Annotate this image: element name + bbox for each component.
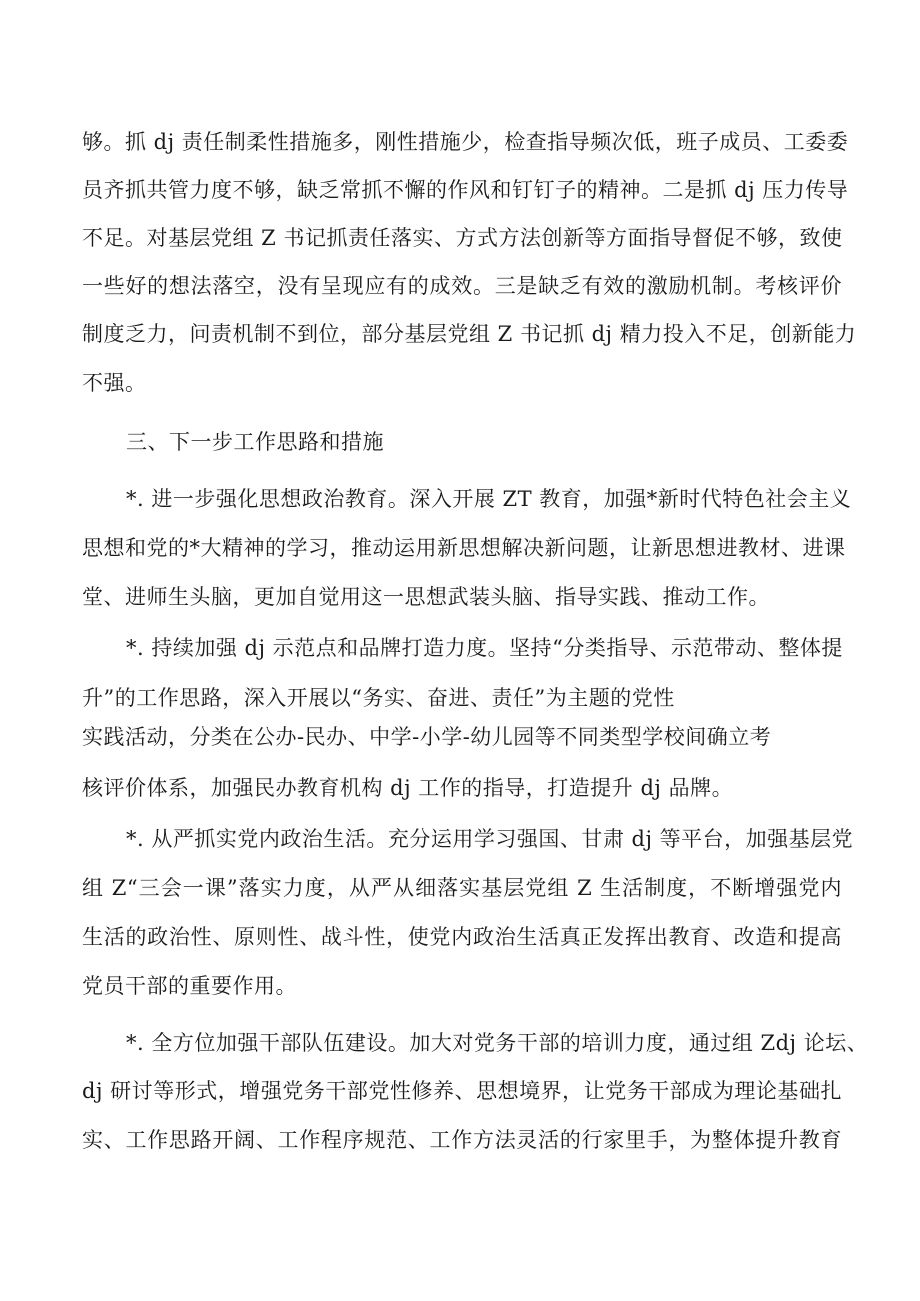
body-text-line: 员齐抓共管力度不够，缺乏常抓不懈的作风和钉钉子的精神。二是抓 dj 压力传导 bbox=[82, 178, 849, 202]
body-text-line: 实、工作思路开阔、工作程序规范、工作方法灵活的行家里手，为整体提升教育 bbox=[82, 1128, 842, 1152]
body-text-line: 一些好的想法落空，没有呈现应有的成效。三是缺乏有效的激励机制。考核评价 bbox=[82, 274, 842, 298]
body-text-line: *. 持续加强 dj 示范点和品牌打造力度。坚持“分类指导、示范带动、整体提 bbox=[126, 636, 843, 660]
body-text-line: 组 Z“三会一课”落实力度，从严从细落实基层党组 Z 生活制度，不断增强党内 bbox=[82, 876, 842, 900]
body-text-line: *. 进一步强化思想政治教育。深入开展 ZT 教育，加强*新时代特色社会主义 bbox=[126, 487, 852, 511]
body-text-line: 实践活动，分类在公办-民办、中学-小学-幼儿园等不同类型学校间确立考 bbox=[82, 725, 772, 749]
body-text-line: *. 从严抓实党内政治生活。充分运用学习强国、甘肃 dj 等平台，加强基层党 bbox=[126, 827, 854, 851]
body-text-line: 堂、进师生头脑，更加自觉用这一思想武装头脑、指导实践、推动工作。 bbox=[82, 585, 770, 609]
body-text-line: 生活的政治性、原则性、战斗性，使党内政治生活真正发挥出教育、改造和提高 bbox=[82, 925, 842, 949]
body-text-line: 不强。 bbox=[82, 371, 147, 395]
body-text-line: 党员干部的重要作用。 bbox=[82, 974, 297, 998]
body-text-line: 够。抓 dj 责任制柔性措施多，刚性措施少，检查指导频次低，班子成员、工委委 bbox=[82, 130, 849, 154]
body-text-line: dj 研讨等形式，增强党务干部党性修养、思想境界，让党务干部成为理论基础扎 bbox=[82, 1079, 842, 1103]
section-heading: 三、下一步工作思路和措施 bbox=[126, 430, 384, 454]
body-text-line: 制度乏力，问责机制不到位，部分基层党组 Z 书记抓 dj 精力投入不足，创新能力 bbox=[82, 322, 857, 346]
body-text-line: *. 全方位加强干部队伍建设。加大对党务干部的培训力度，通过组 Zdj 论坛、 bbox=[126, 1031, 869, 1055]
body-text-line: 思想和党的*大精神的学习，推动运用新思想解决新问题，让新思想进教材、进课 bbox=[82, 536, 846, 560]
body-text-line: 升”的工作思路，深入开展以“务实、奋进、责任”为主题的党性 bbox=[82, 686, 675, 710]
body-text-line: 核评价体系，加强民办教育机构 dj 工作的指导，打造提升 dj 品牌。 bbox=[82, 776, 734, 800]
body-text-line: 不足。对基层党组 Z 书记抓责任落实、方式方法创新等方面指导督促不够，致使 bbox=[82, 226, 843, 250]
